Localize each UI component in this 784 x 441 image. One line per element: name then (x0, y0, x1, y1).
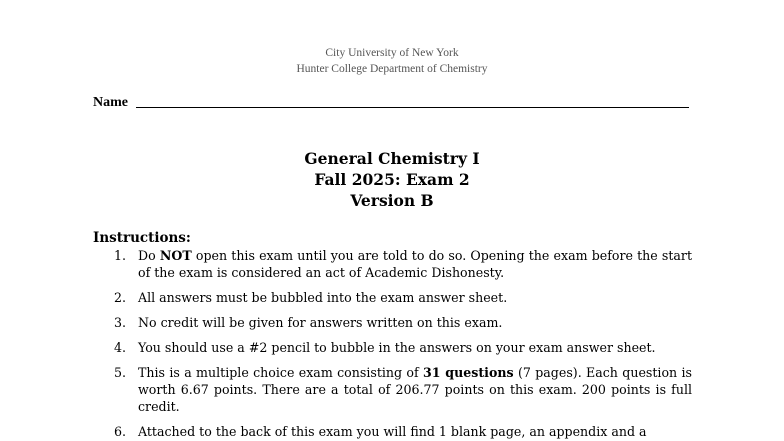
item-text: Do NOT open this exam until you are told to do so. Opening the exam before the start of the exam is considered an act of Academic Dishonesty. (138, 248, 693, 280)
item-text: You should use a #2 pencil to bubble in the answers on your exam answer sheet. (138, 340, 656, 355)
instruction-item (114, 289, 692, 306)
instruction-item (114, 339, 692, 356)
item-number: 5. (114, 365, 127, 380)
item-text: Attached to the back of this exam you will find 1 blank page, an appendix and a (138, 424, 647, 439)
exam-version: Version B (350, 191, 434, 210)
item-text: No credit will be given for answers written on this exam. (138, 315, 503, 330)
university-name: City University of New York (325, 47, 459, 59)
item-text: All answers must be bubbled into the exam answer sheet. (138, 290, 508, 305)
item-number: 3. (114, 315, 127, 330)
instruction-item (114, 364, 692, 415)
item-number: 1. (114, 248, 127, 263)
item-number: 6. (114, 424, 127, 439)
name-field (93, 95, 689, 111)
instructions-list (114, 247, 692, 441)
exam-term: Fall 2025: Exam 2 (314, 170, 470, 189)
course-title: General Chemistry I (304, 149, 480, 168)
instructions-heading: Instructions: (93, 230, 191, 246)
instruction-item (114, 423, 692, 440)
item-text: This is a multiple choice exam consisting of 31 questions (7 pages). Each question is worth 6.67 points. There are a total of 206.77 points on this exam. 200 points is full credit. (138, 365, 692, 414)
exam-title-block (0, 148, 784, 211)
department-name: Hunter College Department of Chemistry (296, 63, 488, 75)
item-number: 2. (114, 290, 127, 305)
instruction-item (114, 247, 692, 281)
instruction-item (114, 314, 692, 331)
name-blank-line (136, 107, 689, 108)
item-number: 4. (114, 340, 127, 355)
name-label: Name (93, 95, 128, 110)
